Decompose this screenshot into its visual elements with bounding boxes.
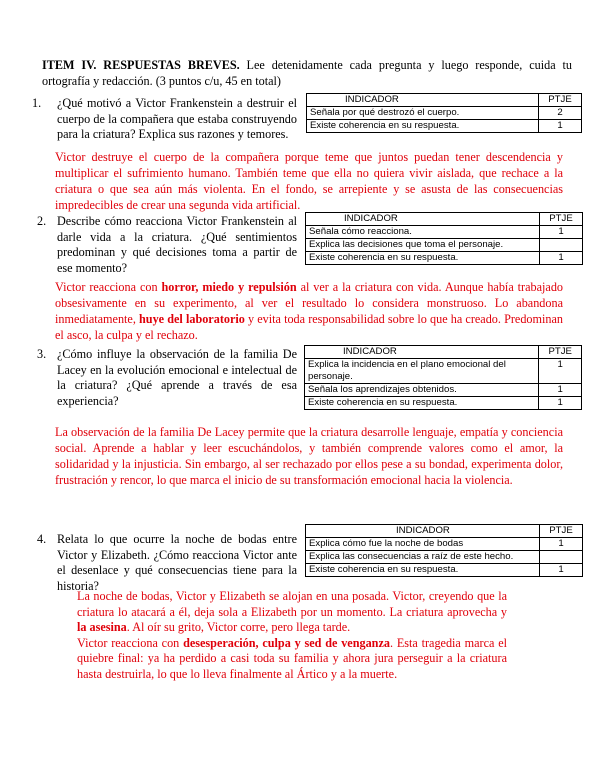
indicator-score (540, 239, 583, 252)
answer-text: La noche de bodas, Victor y Elizabeth se alojan en una posada. Victor, creyendo que la criatura lo atacará a él, deja sola a Elizabeth por un momento. La criatura aprovecha y (77, 589, 507, 619)
question-number: 1. (32, 96, 42, 110)
header-indicador: INDICADOR (306, 213, 540, 226)
indicator-text: Señala cómo reacciona. (306, 226, 540, 239)
indicator-text: Existe coherencia en su respuesta. (306, 252, 540, 265)
question-number: 3. (37, 347, 47, 361)
question-number: 2. (37, 214, 47, 228)
indicator-text: Explica cómo fue la noche de bodas (306, 538, 540, 551)
answer-2 (55, 279, 563, 343)
header-ptje: PTJE (540, 213, 583, 226)
header-indicador: INDICADOR (305, 346, 539, 359)
section-title: ITEM IV. RESPUESTAS BREVES. (42, 58, 240, 72)
indicator-text: Existe coherencia en su respuesta. (305, 397, 539, 410)
question-3-rubric (304, 345, 582, 410)
question-number: 4. (37, 532, 47, 546)
answer-4 (77, 589, 507, 683)
indicator-score: 1 (540, 538, 583, 551)
indicator-score: 1 (540, 252, 583, 265)
indicator-text: Explica las decisiones que toma el personaje. (306, 239, 540, 252)
indicator-score: 1 (539, 384, 582, 397)
indicator-score (540, 551, 583, 564)
indicator-text: Explica las consecuencias a raíz de este hecho. (306, 551, 540, 564)
instructions-text: Lee detenidamente cada pregunta y luego responde, cuida tu ortografía y redacción. (3 puntos c/u, 45 en total) (42, 58, 572, 88)
answer-3: La observación de la familia De Lacey permite que la criatura desarrolle lenguaje, empatía y conciencia social. Aprende a hablar y leer escuchándolos, y también comprende valores como el amor, la solidaridad y la injusticia. Sin embargo, al ser rechazado por ellos pese a su bondad, experimenta dolor, frustración y rencor, lo que marca el inicio de su transformación emocional hacia la violencia. (55, 425, 563, 487)
indicator-text: Señala los aprendizajes obtenidos. (305, 384, 539, 397)
header-ptje: PTJE (539, 346, 582, 359)
answer-emphasis: huye del laboratorio (139, 312, 245, 326)
header-indicador: INDICADOR (307, 94, 539, 107)
question-1-rubric (306, 93, 582, 133)
answer-1: Victor destruye el cuerpo de la compañera porque teme que juntos puedan tener descendencia y multiplicar el sufrimiento humano. También teme que ella no quiera vivir aislada, que rechace a la criatura o que sea aún más violenta. En el fondo, se arrepiente y se asusta de las consecuencias impredecibles de crear una segunda vida artificial. (55, 150, 563, 212)
answer-text: al ver a la criatura con vida. Aunque había trabajado obsesivamente en su experimento, al ver el resultado lo considera monstruoso. Lo abandona inmediatamente, (55, 280, 564, 326)
indicator-score: 1 (540, 226, 583, 239)
question-3-text: ¿Cómo influye la observación de la familia De Lacey en la evolución emocional e intelectual de la criatura? ¿Qué aprende a través de esa experiencia? (57, 347, 297, 408)
answer-text: . Al oír su grito, Victor corre, pero llega tarde. (126, 620, 351, 635)
answer-text: Victor reacciona con (55, 280, 162, 294)
answer-emphasis: la asesina (77, 620, 127, 635)
indicator-score: 1 (540, 564, 583, 577)
indicator-text: Existe coherencia en su respuesta. (306, 564, 540, 577)
indicator-score: 1 (539, 359, 582, 384)
indicator-text: Señala por qué destrozó el cuerpo. (307, 107, 539, 120)
indicator-text: Existe coherencia en su respuesta. (307, 120, 539, 133)
header-ptje: PTJE (540, 525, 583, 538)
question-2-rubric (305, 212, 583, 265)
question-2-text: Describe cómo reacciona Victor Frankenstein al darle vida a la criatura. ¿Qué sentimientos predominan y qué decisiones toma a partir de ese momento? (57, 214, 297, 275)
indicator-score: 1 (539, 120, 582, 133)
question-4-rubric (305, 524, 583, 577)
indicator-score: 2 (539, 107, 582, 120)
answer-text: y evita toda responsabilidad sobre lo que ha creado. Predominan el asco, la culpa y el rechazo. (55, 312, 563, 342)
indicator-score: 1 (539, 397, 582, 410)
question-1-text: ¿Qué motivó a Victor Frankenstein a destruir el cuerpo de la compañera que estaba construyendo para la criatura? Explica sus razones y temores. (57, 96, 297, 141)
answer-text: . Esta tragedia marca el quiebre final: ya ha perdido a casi toda su familia y ahora jura perseguir a la criatura hasta destruirla, lo que lo lleva finalmente al Ártico y a la muerte. (77, 635, 507, 681)
answer-emphasis: desesperación, culpa y sed de venganza (183, 635, 390, 650)
answer-text: Victor reacciona con (77, 635, 184, 650)
indicator-text: Explica la incidencia en el plano emocional del personaje. (305, 359, 539, 384)
instructions (42, 57, 572, 89)
question-4-text: Relata lo que ocurre la noche de bodas entre Victor y Elizabeth. ¿Cómo reacciona Victor ante el desenlace y qué consecuencias tiene para la historia? (57, 532, 297, 593)
answer-emphasis: horror, miedo y repulsión (161, 280, 297, 294)
header-indicador: INDICADOR (306, 525, 540, 538)
header-ptje: PTJE (539, 94, 582, 107)
